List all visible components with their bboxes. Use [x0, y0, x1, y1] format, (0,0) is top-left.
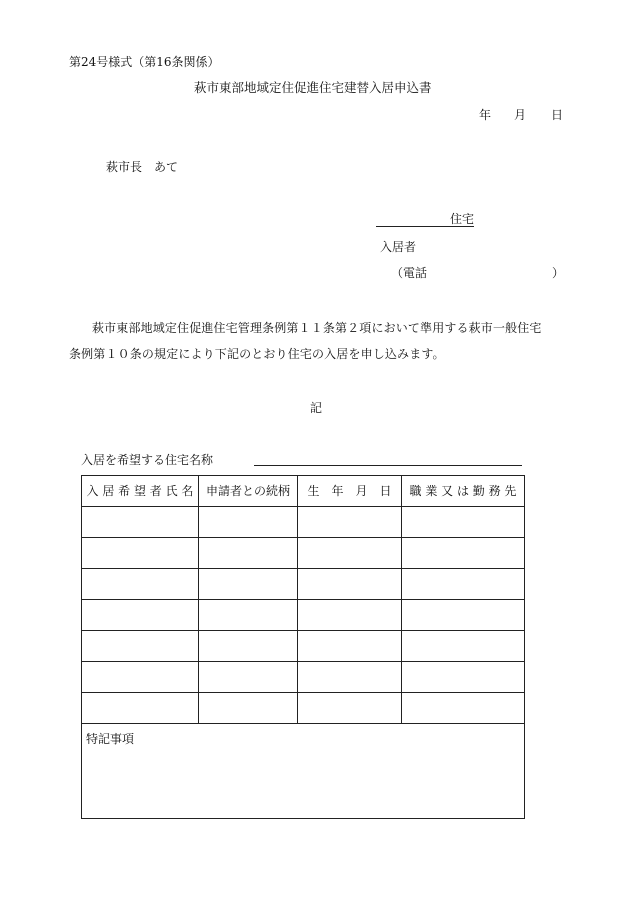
cell-name[interactable] [82, 693, 199, 724]
ki-label: 記 [310, 401, 323, 415]
cell-relationship[interactable] [199, 507, 298, 538]
addressee: 萩市長 あて [106, 160, 179, 174]
cell-birthdate[interactable] [298, 569, 402, 600]
cell-relationship[interactable] [199, 662, 298, 693]
housing-name-label: 入居を希望する住宅名称 [81, 453, 214, 467]
cell-birthdate[interactable] [298, 600, 402, 631]
housing-name-field[interactable] [254, 465, 522, 466]
cell-birthdate[interactable] [298, 662, 402, 693]
date-year-label: 年 [479, 108, 492, 122]
cell-name[interactable] [82, 507, 199, 538]
cell-occupation[interactable] [402, 507, 525, 538]
table-row [82, 538, 525, 569]
cell-relationship[interactable] [199, 631, 298, 662]
cell-name[interactable] [82, 600, 199, 631]
date-month-label: 月 [514, 108, 527, 122]
address-label: 住宅 [449, 212, 474, 226]
cell-birthdate[interactable] [298, 631, 402, 662]
cell-occupation[interactable] [402, 693, 525, 724]
cell-occupation[interactable] [402, 538, 525, 569]
phone-open: （電話 [391, 266, 428, 280]
cell-birthdate[interactable] [298, 693, 402, 724]
cell-occupation[interactable] [402, 600, 525, 631]
table-row [82, 631, 525, 662]
special-notes-label: 特記事項 [86, 732, 135, 746]
applicant-table [81, 475, 525, 724]
table-row [82, 662, 525, 693]
cell-birthdate[interactable] [298, 507, 402, 538]
cell-birthdate[interactable] [298, 538, 402, 569]
date-day-label: 日 [551, 108, 564, 122]
table-row [82, 693, 525, 724]
header-relationship: 申請者との続柄 [199, 476, 298, 507]
cell-name[interactable] [82, 538, 199, 569]
cell-relationship[interactable] [199, 600, 298, 631]
cell-relationship[interactable] [199, 569, 298, 600]
cell-relationship[interactable] [199, 693, 298, 724]
cell-occupation[interactable] [402, 569, 525, 600]
resident-label: 入居者 [380, 240, 417, 254]
header-occupation: 職 業 又 は 勤 務 先 [402, 476, 525, 507]
form-title: 萩市東部地域定住促進住宅建替入居申込書 [194, 80, 432, 95]
body-line-2: 条例第１０条の規定により下記のとおり住宅の入居を申し込みます。 [69, 347, 445, 361]
cell-occupation[interactable] [402, 631, 525, 662]
address-field[interactable] [376, 212, 474, 227]
header-birthdate: 生 年 月 日 [298, 476, 402, 507]
cell-relationship[interactable] [199, 538, 298, 569]
table-row [82, 507, 525, 538]
table-row [82, 569, 525, 600]
body-line-1: 萩市東部地域定住促進住宅管理条例第１１条第２項において準用する萩市一般住宅 [92, 321, 542, 335]
form-number: 第24号様式（第16条関係） [69, 55, 220, 69]
phone-close: ） [552, 266, 565, 280]
cell-name[interactable] [82, 569, 199, 600]
cell-occupation[interactable] [402, 662, 525, 693]
cell-name[interactable] [82, 662, 199, 693]
header-name: 入 居 希 望 者 氏 名 [82, 476, 199, 507]
table-row [82, 600, 525, 631]
cell-name[interactable] [82, 631, 199, 662]
special-notes-box[interactable] [81, 722, 525, 819]
table-header-row [82, 476, 525, 507]
